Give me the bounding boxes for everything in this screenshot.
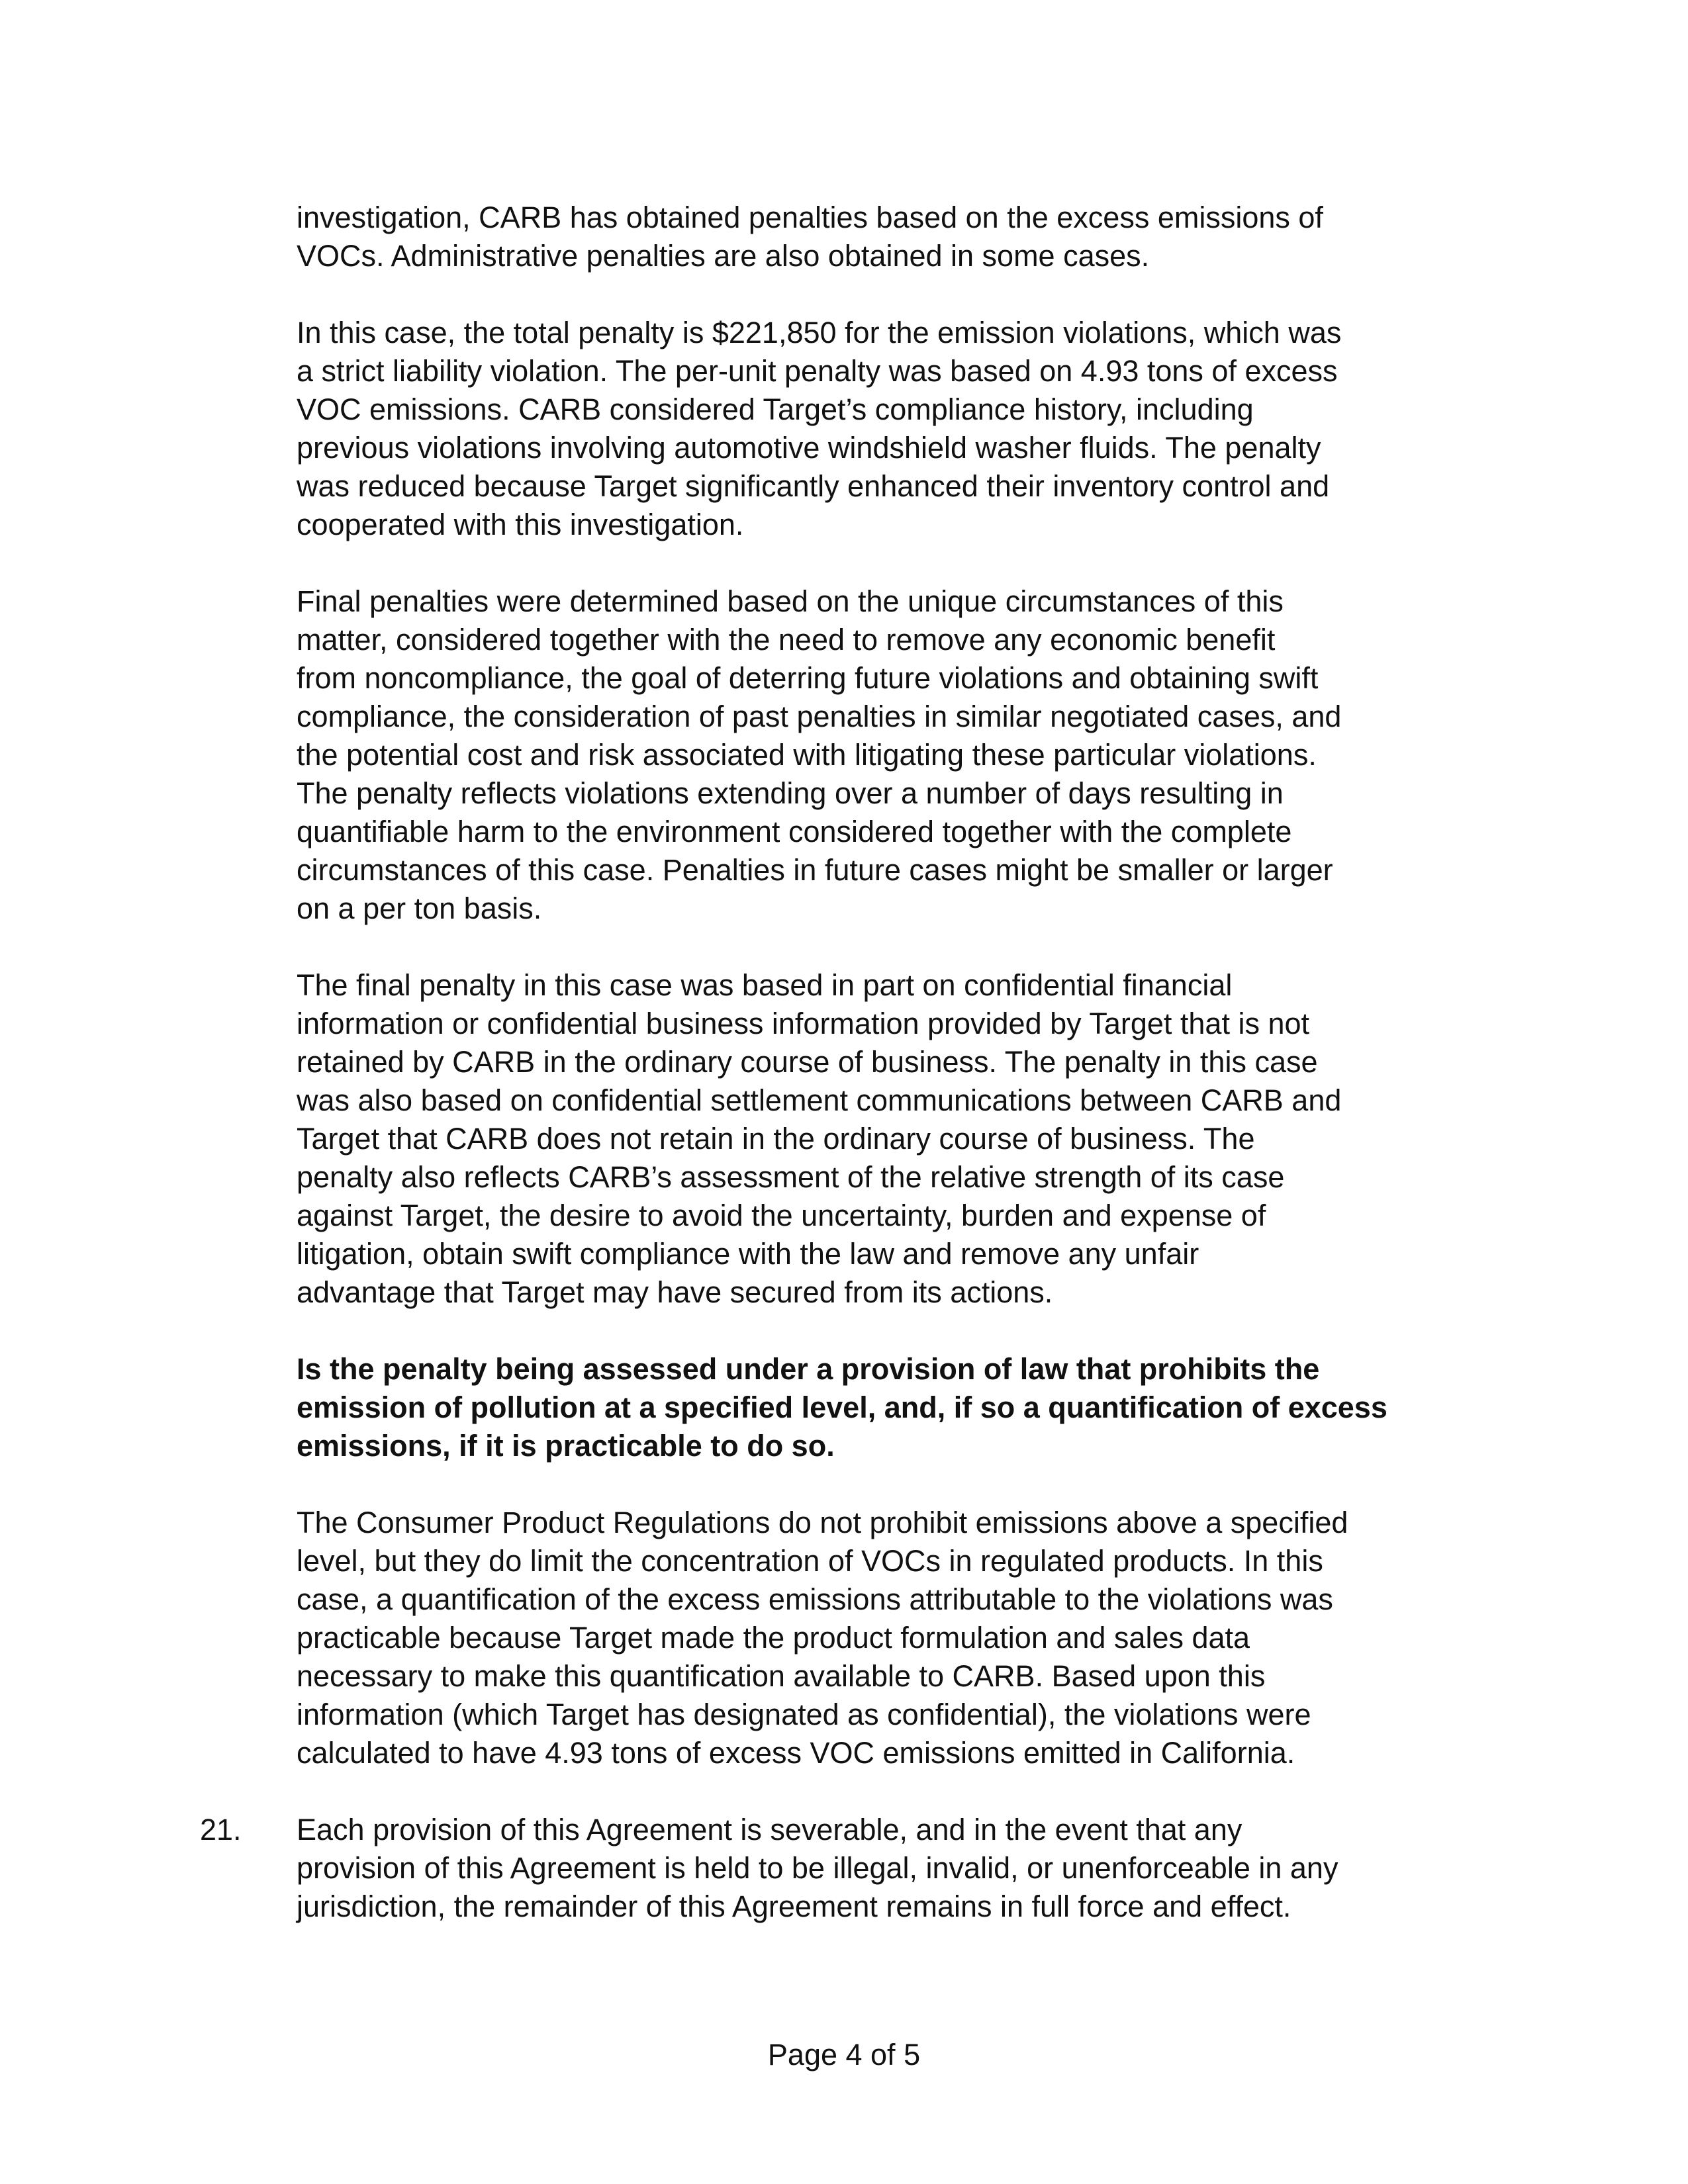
page-footer: Page 4 of 5 [767,2038,921,2071]
question-heading: Is the penalty being assessed under a provision of law that prohibits the emission of pollution at a specified level, and, if so a quantification of excess emissions, if it is practicable to do so. [297,1352,1387,1463]
paragraph-final-penalties: Final penalties were determined based on the unique circumstances of this matter, considered together with the need to remove any economic benefit from noncompliance, the goal of deterring future violations and obtaining swift compliance, the consideration of past penalties in similar negotiated cases, and the potential cost and risk associated with litigating these particular violations. The penalty reflects violations extending over a number of days resulting in quantifiable harm to the environment considered together with the complete circumstances of this case. Penalties in future cases might be smaller or larger on a per ton basis. [297,584,1342,925]
paragraph-quantification: The Consumer Product Regulations do not prohibit emissions above a specified level, but they do limit the concentration of VOCs in regulated products. In this case, a quantification of the excess emissions attributable to the violations was practicable because Target made the product formulation and sales data necessary to make this quantification available to CARB. Based upon this information (which Target has designated as confidential), the violations were calculated to have 4.93 tons of excess VOC emissions emitted in California. [297,1506,1348,1770]
paragraph-confidential-basis: The final penalty in this case was based in part on confidential financial information or confidential business information provided by Target that is not retained by CARB in the ordinary course of business. The penalty in this case was also based on confidential settlement communications between CARB and Target that CARB does not retain in the ordinary course of business. The penalty also reflects CARB’s assessment of the relative strength of its case against Target, the desire to avoid the uncertainty, burden and expense of litigation, obtain swift compliance with the law and remove any unfair advantage that Target may have secured from its actions. [297,968,1342,1309]
item-text: Each provision of this Agreement is severable, and in the event that any provision of this Agreement is held to be illegal, invalid, or unenforceable in any jurisdiction, the remainder of this Agreement remains in full force and effect. [297,1813,1338,1923]
numbered-item-21 [200,1811,1481,1926]
item-number: 21. [200,1813,242,1846]
paragraph-penalty-background: investigation, CARB has obtained penalties based on the excess emissions of VOCs. Administrative penalties are also obtained in some cases. [297,201,1323,273]
paragraph-total-penalty: In this case, the total penalty is $221,850 for the emission violations, which was a strict liability violation. The per-unit penalty was based on 4.93 tons of excess VOC emissions. CARB considered Target’s compliance history, including previous violations involving automotive windshield washer fluids. The penalty was reduced because Target significantly enhanced their inventory control and cooperated with this investigation. [297,316,1342,541]
document-body [200,199,1481,1926]
